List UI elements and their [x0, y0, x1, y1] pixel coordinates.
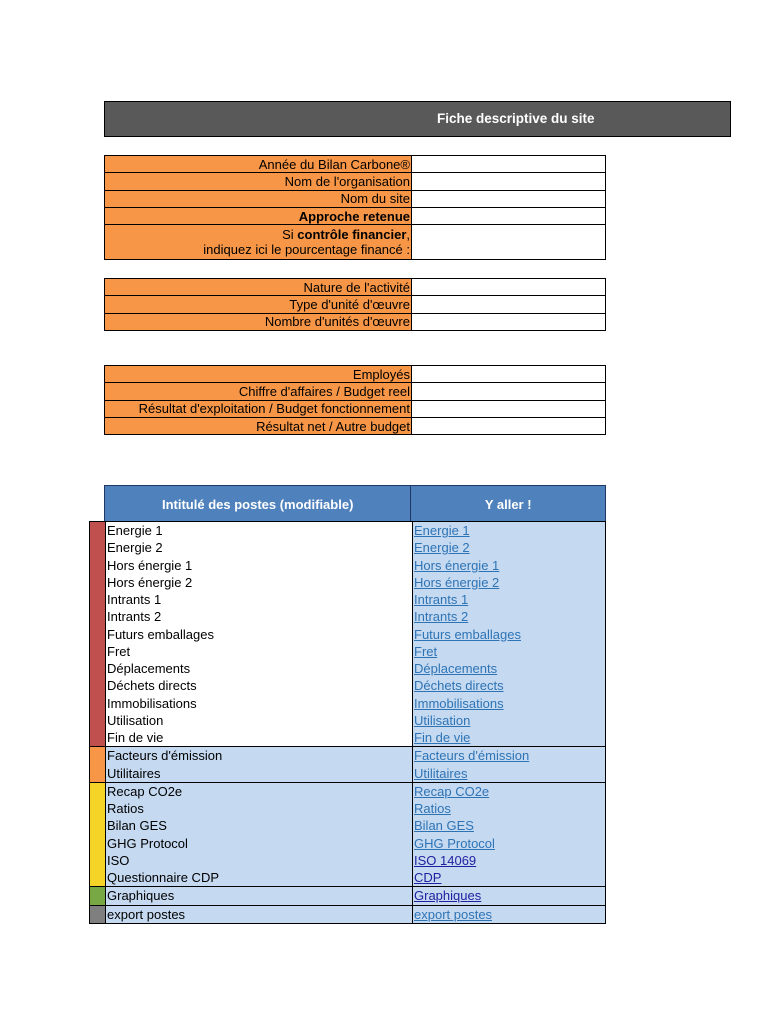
form-label-line-2: indiquez ici le pourcentage financé : [203, 242, 410, 258]
posts-group [89, 782, 606, 888]
form-label [105, 190, 412, 207]
post-name-cell[interactable]: Facteurs d'émission [107, 748, 223, 764]
form-label [105, 225, 412, 260]
form-value-cell[interactable] [412, 313, 606, 330]
post-link[interactable]: Futurs emballages [414, 626, 521, 642]
posts-group [89, 521, 606, 747]
posts-group [89, 886, 606, 905]
form-row [105, 207, 606, 224]
post-link[interactable]: Déplacements [414, 661, 498, 676]
form-row [105, 173, 606, 190]
form-label [105, 156, 412, 173]
post-name-cell[interactable]: Hors énergie 2 [107, 574, 193, 590]
post-name-cell[interactable]: Intrants 1 [107, 592, 162, 607]
post-name-cell[interactable]: Fin de vie [107, 730, 164, 745]
post-link[interactable]: Ratios [414, 801, 451, 816]
form-label [105, 173, 412, 190]
post-link[interactable]: Facteurs d'émission [414, 748, 530, 764]
post-names-column [106, 906, 413, 923]
post-name-cell[interactable]: Déchets directs [107, 678, 197, 694]
post-link[interactable]: export postes [414, 906, 493, 922]
posts-list-header [104, 485, 606, 523]
form-label [105, 279, 412, 296]
form-row [105, 156, 606, 173]
post-links-column [413, 906, 605, 923]
page-title: Fiche descriptive du site [437, 111, 595, 126]
page-title-clip [104, 101, 606, 137]
post-name-cell[interactable]: Energie 2 [107, 540, 163, 556]
post-links-column [413, 747, 605, 782]
form-row [105, 225, 606, 260]
form-label [105, 417, 412, 434]
post-link[interactable]: Energie 2 [414, 540, 470, 556]
form-value-cell[interactable] [412, 156, 606, 173]
post-name-cell[interactable]: Hors énergie 1 [107, 557, 193, 573]
form-value-cell[interactable] [412, 417, 606, 434]
form-value-cell[interactable] [412, 279, 606, 296]
form-label-text: Résultat d'exploitation / Budget fonctionnement [138, 401, 410, 417]
form-label [105, 366, 412, 383]
post-links-column [413, 887, 605, 904]
post-name-cell[interactable]: Utilisation [107, 712, 164, 728]
form-value-cell[interactable] [412, 366, 606, 383]
form-label-text: Chiffre d'affaires / Budget reel [238, 383, 410, 399]
post-link[interactable]: Intrants 2 [414, 609, 469, 625]
post-link[interactable]: Utilisation [414, 712, 471, 728]
post-link[interactable]: Recap CO2e [414, 783, 490, 799]
form-value-cell[interactable] [412, 400, 606, 417]
label-suffix: , [406, 227, 410, 243]
form-row [105, 417, 606, 434]
post-link[interactable]: CDP [414, 870, 442, 885]
post-names-column [106, 887, 413, 904]
form-label [105, 296, 412, 313]
form-label-text: Année du Bilan Carbone® [258, 156, 410, 172]
form-row [105, 400, 606, 417]
group-color-bar [90, 887, 106, 904]
label-bold: contrôle financier [297, 227, 407, 243]
post-link[interactable]: Hors énergie 1 [414, 557, 500, 573]
form-row [105, 366, 606, 383]
posts-list [89, 522, 606, 924]
post-links-column [413, 522, 605, 746]
label-prefix: Si [282, 227, 298, 243]
group-color-bar [90, 522, 106, 746]
form-label [105, 400, 412, 417]
form-label [105, 207, 412, 224]
form-value-cell[interactable] [412, 383, 606, 400]
form-row [105, 279, 606, 296]
post-name-cell[interactable]: Immobilisations [107, 695, 197, 711]
post-link[interactable]: ISO 14069 [414, 852, 477, 868]
post-names-column [106, 522, 413, 746]
col-header-post-name: Intitulé des postes (modifiable) [105, 486, 411, 522]
post-name-cell[interactable]: export postes [107, 906, 186, 922]
form-value-cell[interactable] [412, 190, 606, 207]
post-name-cell[interactable]: Ratios [107, 801, 144, 816]
posts-group [89, 905, 606, 924]
post-name-cell[interactable]: GHG Protocol [107, 835, 188, 851]
post-link[interactable]: Immobilisations [414, 695, 504, 711]
group-color-bar [90, 783, 106, 887]
post-link[interactable]: GHG Protocol [414, 835, 495, 851]
post-names-column [106, 747, 413, 782]
form-row [105, 383, 606, 400]
group-color-bar [90, 906, 106, 923]
post-links-column [413, 783, 605, 887]
activity-form [104, 278, 606, 331]
site-identity-form [104, 155, 606, 260]
post-link[interactable]: Déchets directs [414, 678, 504, 694]
form-label [105, 383, 412, 400]
form-row [105, 296, 606, 313]
post-name-cell[interactable]: Futurs emballages [107, 626, 214, 642]
post-link[interactable]: Fret [414, 643, 438, 659]
form-value-cell[interactable] [412, 207, 606, 224]
form-label-text: Employés [352, 366, 410, 382]
post-link[interactable]: Graphiques [414, 888, 482, 904]
post-link[interactable]: Bilan GES [414, 818, 474, 834]
form-value-cell[interactable] [412, 225, 606, 260]
post-name-cell[interactable]: Energie 1 [107, 523, 163, 538]
financial-form [104, 365, 606, 435]
group-color-bar [90, 747, 106, 782]
post-name-cell[interactable]: Intrants 2 [107, 609, 162, 625]
form-label-text: Nature de l'activité [303, 279, 410, 295]
post-name-cell[interactable]: Utilitaires [107, 765, 161, 781]
post-link[interactable]: Utilitaires [414, 765, 468, 781]
form-label-line-1 [105, 227, 410, 242]
form-label-text: Nom de l'organisation [284, 173, 410, 189]
post-name-cell[interactable]: Fret [107, 643, 131, 659]
form-label-text: Approche retenue [298, 208, 410, 224]
form-value-cell[interactable] [412, 296, 606, 313]
form-label-text: Nom du site [340, 191, 410, 207]
form-label [105, 313, 412, 330]
post-name-cell[interactable]: ISO [107, 852, 130, 868]
post-link[interactable]: Intrants 1 [414, 592, 469, 607]
form-row [105, 190, 606, 207]
post-name-cell[interactable]: Bilan GES [107, 818, 167, 834]
col-header-go-to: Y aller ! [411, 486, 605, 522]
post-name-cell[interactable]: Recap CO2e [107, 783, 183, 799]
post-name-cell[interactable]: Déplacements [107, 661, 191, 676]
form-row [105, 313, 606, 330]
form-label-text: Résultat net / Autre budget [256, 418, 410, 434]
post-link[interactable]: Fin de vie [414, 730, 471, 745]
post-names-column [106, 783, 413, 887]
form-value-cell[interactable] [412, 173, 606, 190]
post-name-cell[interactable]: Graphiques [107, 888, 175, 904]
post-link[interactable]: Energie 1 [414, 523, 470, 538]
form-label-text: Type d'unité d'œuvre [289, 296, 410, 312]
post-name-cell[interactable]: Questionnaire CDP [107, 870, 219, 885]
form-label-text: Nombre d'unités d'œuvre [264, 314, 410, 330]
posts-group [89, 746, 606, 783]
post-link[interactable]: Hors énergie 2 [414, 574, 500, 590]
